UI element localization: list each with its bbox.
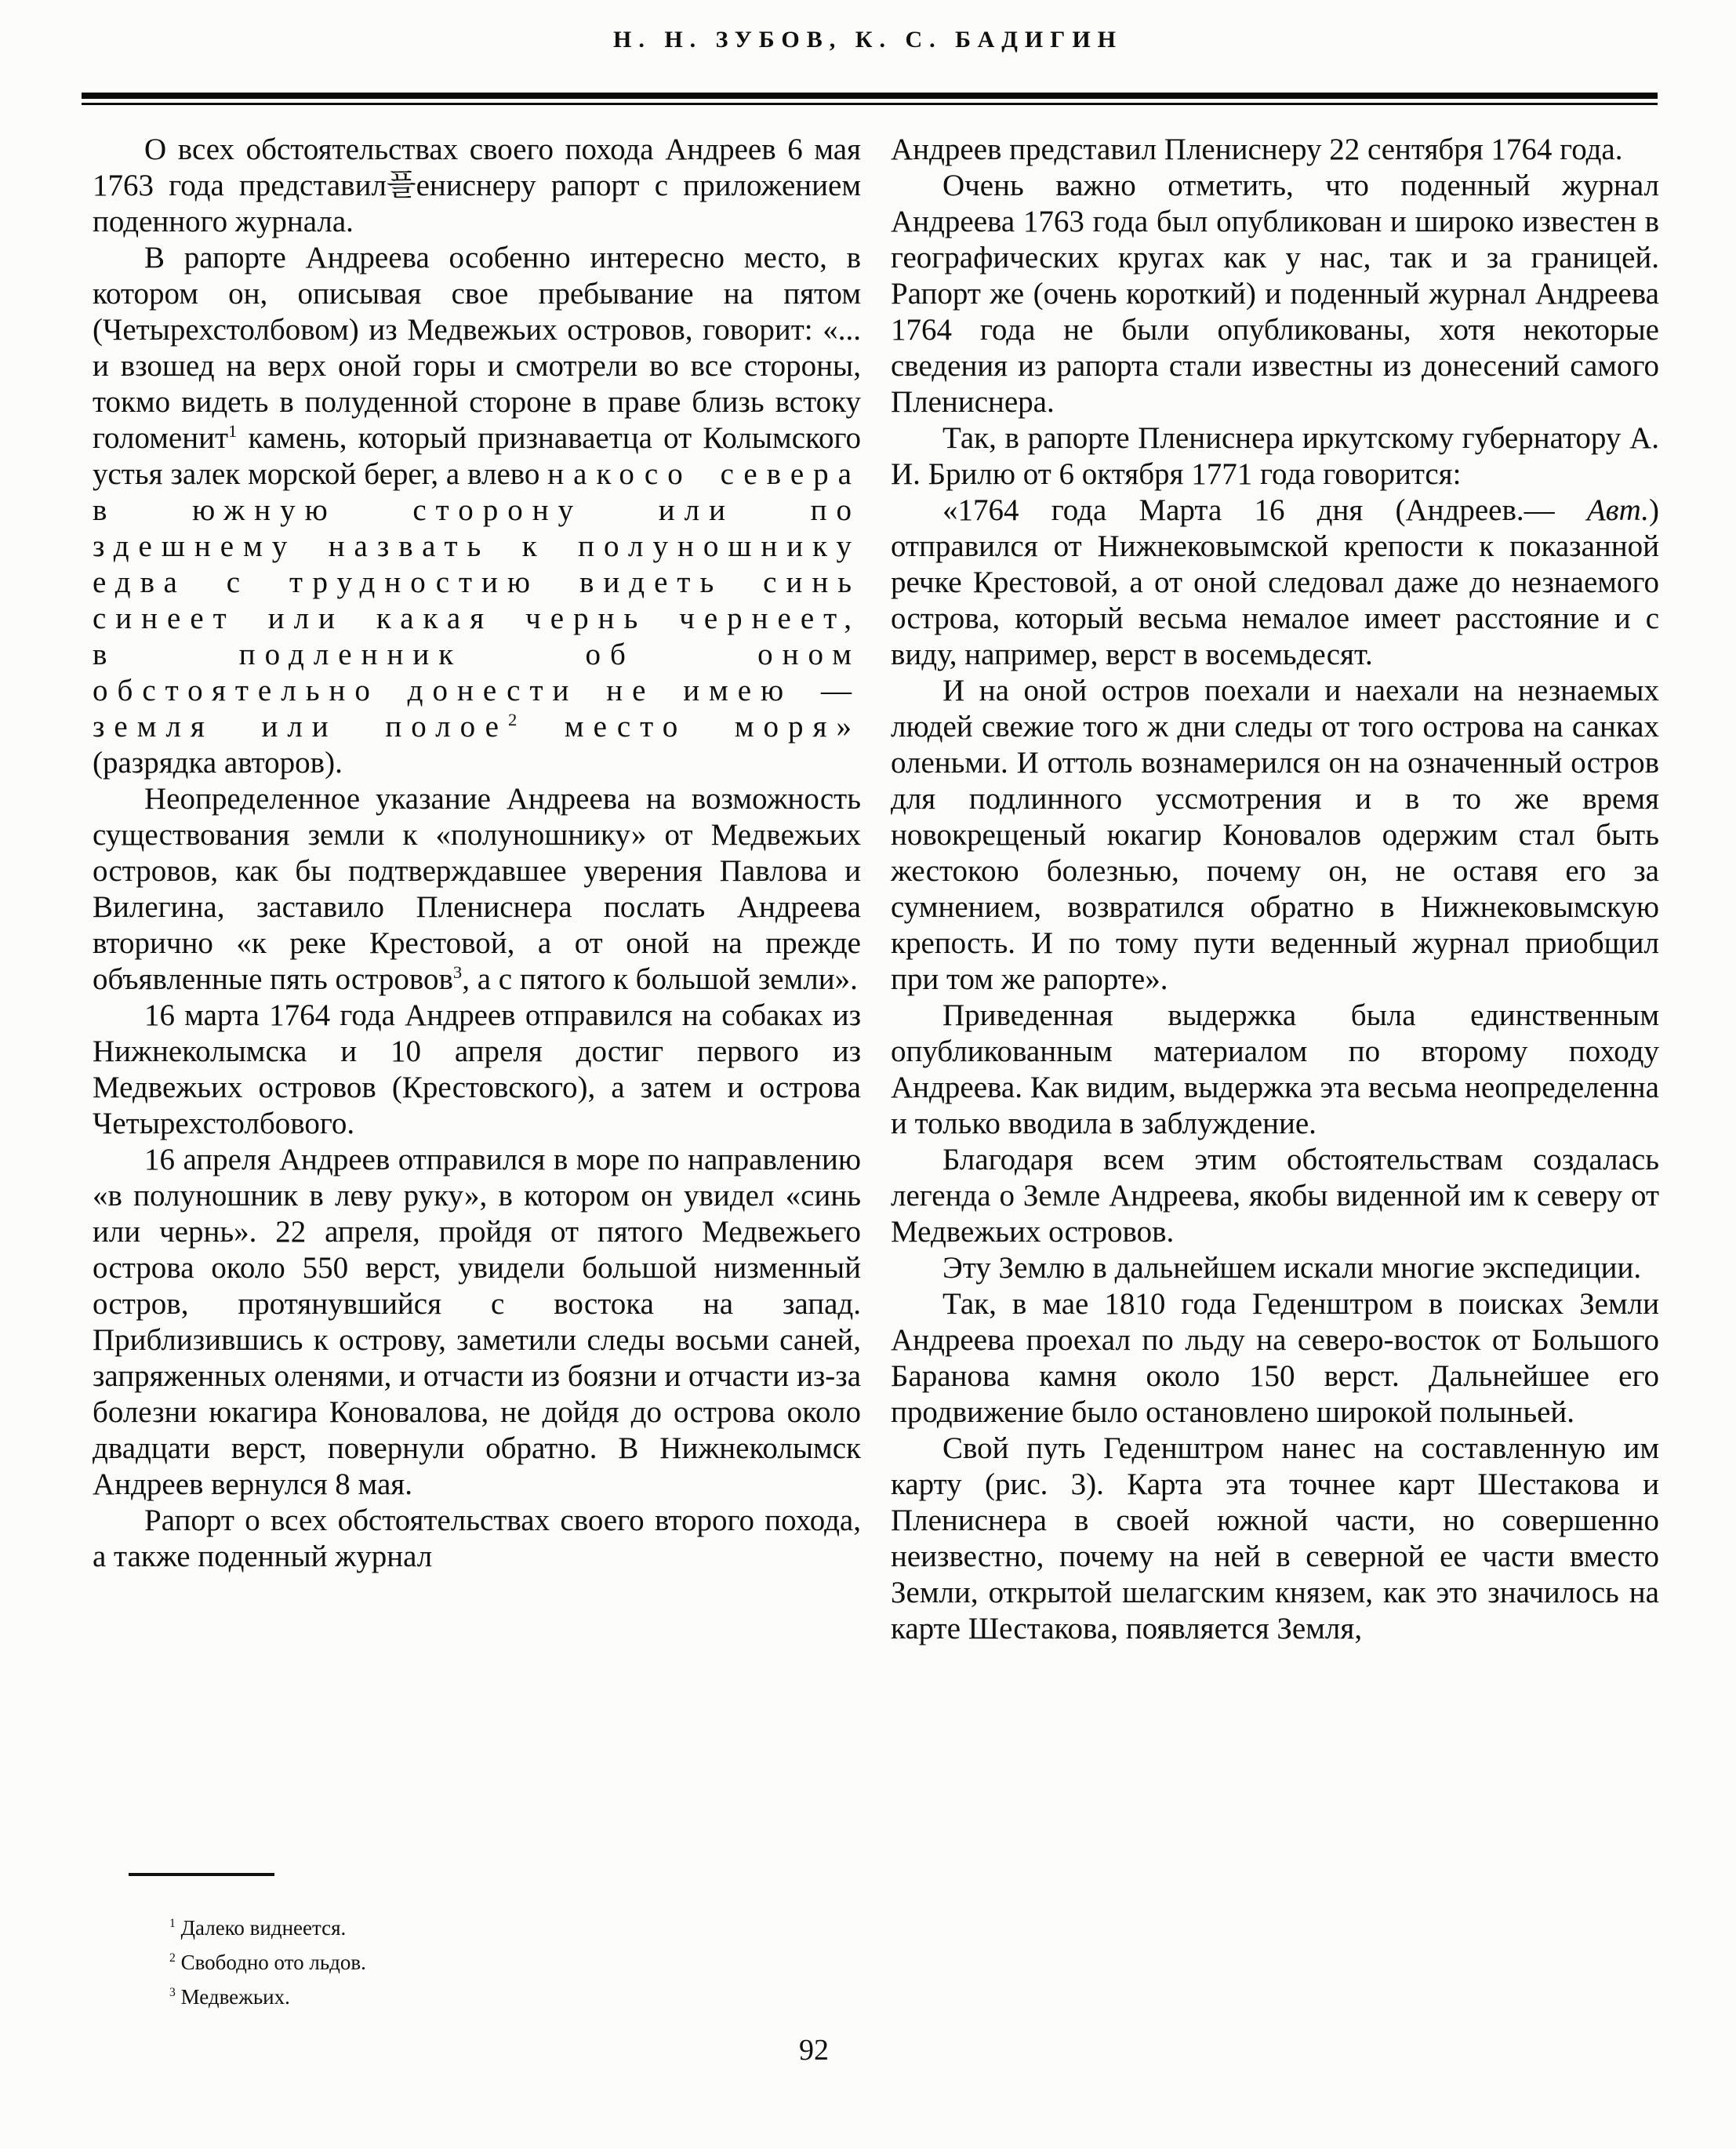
paragraph <box>891 1142 1659 1250</box>
text-segment: «1764 года Марта 16 дня (Андреев.— <box>942 493 1587 527</box>
text-segment: Свой путь Геденштром нанес на составленную им карту (рис. 3). Карта эта точнее карт Шестакова и Плениснера в своей южной части, но совершенно неизвестно, почему на ней в северной ее части вместо Земли, открытой шелагским князем, как это значилось на карте Шестакова, появляется Земля, <box>891 1431 1659 1645</box>
paragraph <box>891 998 1659 1142</box>
text-columns <box>93 132 1659 2014</box>
paragraph <box>891 420 1659 493</box>
paragraph <box>93 998 861 1142</box>
paragraph <box>93 240 861 781</box>
text-segment: Благодаря всем этим обстоятельствам создалась легенда о Земле Андреева, якобы виденной им к северу от Медвежьих островов. <box>891 1143 1659 1249</box>
text-segment: место моря» <box>517 710 861 744</box>
footnote-reference: 2 <box>507 710 518 729</box>
running-header <box>0 27 1736 53</box>
text-segment: Очень важно отметить, что поденный журнал Андреева 1763 года был опубликован и широко известен в географических кругах как у нас, так и за границей. Рапорт же (очень короткий) и поденный журнал Андреева 1764 года не были опубликованы, хотя некоторые сведения из рапорта стали известны из донесений самого Плениснера. <box>891 169 1659 419</box>
footnote <box>93 1980 861 2014</box>
paragraph <box>891 1286 1659 1431</box>
text-segment: 16 марта 1764 года Андреев отправился на собаках из Нижнеколымска и 10 апреля достиг первого из Медвежьих островов (Крестовского), а затем и острова Четырехстолбового. <box>93 998 861 1140</box>
footnote-block <box>93 1849 861 2014</box>
paragraph <box>93 1142 861 1503</box>
footnote <box>93 1911 861 1945</box>
paragraph <box>891 1250 1659 1286</box>
footnote-text: Свободно ото льдов. <box>175 1951 366 1974</box>
text-segment: Так, в рапорте Плениснера иркутскому губернатору А. И. Брилю от 6 октября 1771 года говорится: <box>891 421 1659 491</box>
footnotes <box>93 1911 861 2014</box>
text-segment: накосо севера в южную сторону или по здешнему назвать к полуношнику едва с трудностию видеть синь синеет или какая чернь чернеет, в подленник об оном обстоятельно донести не имею — земля или полое <box>93 457 861 744</box>
footnote-text: Далеко виднеется. <box>175 1916 347 1940</box>
footnote-reference: 3 <box>452 962 463 982</box>
footnote-reference: 1 <box>228 421 238 441</box>
footnote-text: Медвежьих. <box>175 1985 290 2009</box>
paragraph <box>891 493 1659 673</box>
footnote-marker: 3 <box>169 1986 176 1999</box>
text-segment: Приведенная выдержка была единственным опубликованным материалом по второму походу Андреева. Как видим, выдержка эта весьма неопределенна и только вводила в заблуждение. <box>891 998 1659 1140</box>
paragraph <box>93 781 861 998</box>
text-segment: О всех обстоятельствах своего похода Андреев 6 мая 1763 года представил플ениснеру рапорт с приложением поденного журнала. <box>93 133 861 238</box>
text-segment: камень, который признаваетца от Колымского устья залек морской берег, а влево <box>93 421 861 491</box>
footnote-rule <box>129 1873 274 1876</box>
text-segment: Рапорт о всех обстоятельствах своего второго похода, а также поденный журнал <box>93 1504 861 1573</box>
paragraph <box>891 132 1659 168</box>
text-segment: , а с пятого к большой земли». <box>462 962 858 996</box>
paragraph <box>93 1503 861 1575</box>
text-segment: Так, в мае 1810 года Геденштром в поисках Земли Андреева проехал по льду на северо-восток от Большого Баранова камня около 150 верст. Дальнейшее его продвижение было остановлено широкой полыньей. <box>891 1287 1659 1429</box>
paragraph <box>891 673 1659 998</box>
text-segment: ) отправился от Нижнековымской крепости к показанной речке Крестовой, а от оной следовал даже до незнаемого острова, который весьма немалое имеет расстояние и с виду, например, верст в восемьдесят. <box>891 493 1659 671</box>
text-segment: (разрядка авторов). <box>93 746 343 780</box>
header-rule <box>82 93 1658 99</box>
text-segment: 16 апреля Андреев отправился в море по направлению «в полуношник в леву руку», в котором он увидел «синь или чернь». 22 апреля, пройдя от пятого Медвежьего острова около 550 верст, увидели большой низменный остров, протянувшийся с востока на запад. Приблизившись к острову, заметили следы восьми саней, запряженных оленями, и отчасти из боязни и отчасти из-за болезни юкагира Коновалова, не дойдя до острова около двадцати верст, повернули обратно. В Нижнеколымск Андреев вернулся 8 мая. <box>93 1143 861 1501</box>
text-segment: В рапорте Андреева особенно интересно место, в котором он, описывая свое пребывание на пятом (Четырехстолбовом) из Медвежьих островов, говорит: «... и взошед на верх оной горы и смотрели во все стороны, токмо видеть в полуденной стороне в праве близь встоку голоменит <box>93 241 861 455</box>
footnote <box>93 1945 861 1980</box>
text-segment: И на оной остров поехали и наехали на незнаемых людей свежие того ж дни следы от того острова на санках оленьми. И оттоль вознамерился он на означенный остров для подлинного уссмотрения и в то же время новокрещеный юкагир Коновалов одержим стал быть жестокою болезнью, почему он, не оставя его за сумнением, возвратился обратно в Нижнековымскую крепость. И по тому пути веденный журнал приобщил при том же рапорте». <box>891 674 1659 996</box>
text-segment: Неопределенное указание Андреева на возможность существования земли к «полуношнику» от Медвежьих островов, как бы подтверждавшее уверения Павлова и Вилегина, заставило Плениснера послать Андреева вторично «к реке Крестовой, а от оной на прежде объявленные пять островов <box>93 782 861 996</box>
right-column <box>891 132 1659 2014</box>
paragraph <box>891 168 1659 420</box>
footnote-marker: 1 <box>169 1917 176 1930</box>
text-segment: Эту Землю в дальнейшем искали многие экспедиции. <box>942 1251 1642 1285</box>
footnote-marker: 2 <box>169 1951 176 1965</box>
text-segment: Андреев представил Плениснеру 22 сентября 1764 года. <box>891 133 1623 166</box>
page-number: 92 <box>799 2034 829 2067</box>
paragraph <box>93 132 861 240</box>
text-segment: Авт. <box>1586 493 1649 527</box>
paragraph <box>891 1431 1659 1647</box>
left-column <box>93 132 861 2014</box>
header-authors: Н. Н. ЗУБОВ, К. С. БАДИГИН <box>612 27 1123 53</box>
